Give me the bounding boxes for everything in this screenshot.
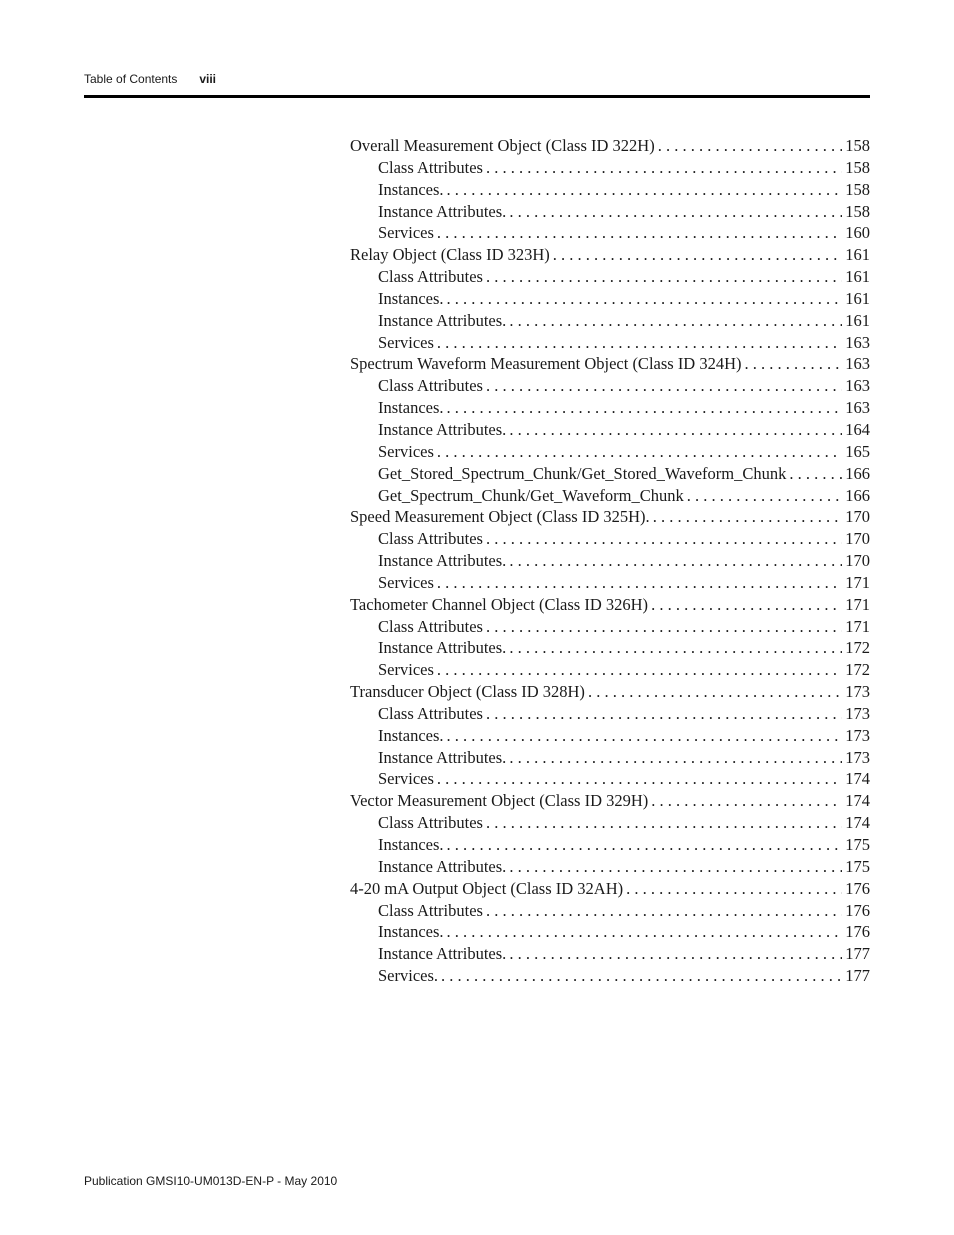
toc-subentry[interactable]	[350, 375, 870, 397]
toc-subentry[interactable]	[350, 637, 870, 659]
toc-entry-title: Instances.	[378, 288, 444, 308]
dot-leader	[509, 747, 842, 769]
toc-subentry[interactable]	[350, 441, 870, 463]
toc-entry-page: 171	[845, 616, 870, 636]
toc-entry-title: Services	[378, 660, 434, 680]
toc-entry[interactable]	[350, 506, 870, 528]
toc-entry-title: Instance Attributes.	[378, 944, 507, 964]
toc-entry-title: Instances.	[378, 179, 444, 199]
toc-subentry[interactable]	[350, 157, 870, 179]
dot-leader	[486, 266, 842, 288]
toc-entry-title: Class Attributes	[378, 267, 483, 287]
toc-entry-page: 165	[845, 441, 870, 461]
toc-entry-page: 171	[845, 594, 870, 614]
dot-leader	[658, 135, 843, 157]
toc-subentry[interactable]	[350, 550, 870, 572]
toc-entry-title: Class Attributes	[378, 616, 483, 636]
dot-leader	[509, 419, 842, 441]
toc-entry[interactable]	[350, 681, 870, 703]
toc-entry-title: Instance Attributes.	[378, 638, 507, 658]
toc-subentry[interactable]	[350, 397, 870, 419]
toc-entry-title: Relay Object (Class ID 323H)	[350, 245, 550, 265]
toc-entry-title: Instances.	[378, 725, 444, 745]
toc-entry-page: 163	[845, 332, 870, 352]
toc-entry-page: 161	[845, 267, 870, 287]
toc-entry-title: Instance Attributes.	[378, 551, 507, 571]
dot-leader	[486, 528, 842, 550]
dot-leader	[651, 594, 842, 616]
dot-leader	[447, 179, 843, 201]
toc-entry-page: 160	[845, 223, 870, 243]
dot-leader	[486, 812, 842, 834]
dot-leader	[447, 288, 843, 310]
toc-entry[interactable]	[350, 135, 870, 157]
dot-leader	[447, 921, 843, 943]
toc-subentry[interactable]	[350, 747, 870, 769]
toc-subentry[interactable]	[350, 266, 870, 288]
toc-entry-page: 163	[845, 376, 870, 396]
toc-entry-title: Class Attributes	[378, 900, 483, 920]
toc-entry-title: 4-20 mA Output Object (Class ID 32AH)	[350, 878, 624, 898]
toc-entry-title: Spectrum Waveform Measurement Object (Class ID 324H)	[350, 354, 742, 374]
toc-entry-page: 173	[845, 747, 870, 767]
toc-entry-title: Class Attributes	[378, 703, 483, 723]
toc-entry-page: 176	[845, 922, 870, 942]
toc-entry-page: 172	[845, 660, 870, 680]
dot-leader	[653, 506, 843, 528]
toc-subentry[interactable]	[350, 332, 870, 354]
toc-entry-title: Instances.	[378, 835, 444, 854]
header-page-number: viii	[199, 72, 217, 86]
toc-subentry[interactable]	[350, 768, 870, 790]
toc-subentry[interactable]	[350, 572, 870, 594]
toc-entry-title: Vector Measurement Object (Class ID 329H)	[350, 791, 649, 811]
toc-entry-title: Instance Attributes.	[378, 747, 507, 767]
toc-subentry[interactable]	[350, 288, 870, 310]
toc-subentry[interactable]	[350, 834, 870, 856]
toc-entry-page: 173	[845, 703, 870, 723]
dot-leader	[687, 485, 843, 507]
dot-leader	[745, 353, 843, 375]
toc-subentry[interactable]	[350, 921, 870, 943]
toc-entry-title: Instance Attributes.	[378, 201, 507, 221]
toc-entry[interactable]	[350, 594, 870, 616]
toc-entry-title: Class Attributes	[378, 813, 483, 833]
toc-entry-page: 176	[845, 900, 870, 920]
dot-leader	[447, 725, 843, 747]
dot-leader	[486, 900, 842, 922]
toc-entry-page: 177	[845, 966, 870, 986]
page-footer	[84, 1174, 337, 1188]
dot-leader	[486, 616, 842, 638]
dot-leader	[553, 244, 842, 266]
toc-subentry[interactable]	[350, 703, 870, 725]
toc-entry-page: 170	[845, 551, 870, 571]
toc-entry-title: Instances.	[378, 922, 444, 942]
dot-leader	[437, 768, 842, 790]
toc-subentry[interactable]	[350, 659, 870, 681]
toc-subentry[interactable]	[350, 856, 870, 878]
toc-entry-page: 158	[845, 157, 870, 177]
toc-subentry[interactable]	[350, 310, 870, 332]
dot-leader	[509, 856, 842, 878]
toc-entry-title: Services	[378, 441, 434, 461]
toc-entry-page: 173	[845, 725, 870, 745]
toc-entry-page: 174	[845, 813, 870, 833]
dot-leader	[626, 878, 842, 900]
toc-subentry[interactable]	[350, 812, 870, 834]
toc-entry-title: Tachometer Channel Object (Class ID 326H)	[350, 594, 649, 614]
dot-leader	[509, 637, 842, 659]
toc-entry[interactable]	[350, 244, 870, 266]
toc-entry-page: 163	[845, 354, 870, 374]
toc-entry-page: 175	[845, 856, 870, 876]
toc-entry-page: 175	[845, 835, 870, 854]
toc-subentry[interactable]	[350, 222, 870, 244]
toc-subentry[interactable]	[350, 528, 870, 550]
toc-entry-title: Instance Attributes.	[378, 419, 507, 439]
header-section-title: Table of Contents	[84, 72, 178, 86]
toc-subentry[interactable]	[350, 419, 870, 441]
toc-entry-title: Class Attributes	[378, 529, 483, 549]
toc-entry-page: 173	[845, 682, 870, 702]
dot-leader	[509, 943, 842, 965]
dot-leader	[789, 463, 842, 485]
toc-entry-page: 172	[845, 638, 870, 658]
toc-subentry[interactable]	[350, 616, 870, 638]
toc-entry-title: Instance Attributes.	[378, 310, 507, 330]
toc-entry-title: Instance Attributes.	[378, 856, 507, 876]
toc-entry-page: 174	[845, 791, 870, 811]
toc-entry-page: 174	[845, 769, 870, 789]
toc-entry-title: Services	[378, 223, 434, 243]
toc-entry-page: 166	[845, 485, 870, 505]
toc-subentry[interactable]	[350, 179, 870, 201]
toc-subentry[interactable]	[350, 725, 870, 747]
dot-leader	[509, 201, 842, 223]
toc-subentry[interactable]	[350, 201, 870, 223]
toc-entry-title: Class Attributes	[378, 157, 483, 177]
toc-subentry[interactable]	[350, 900, 870, 922]
dot-leader	[441, 965, 842, 987]
toc-entry-page: 161	[845, 288, 870, 308]
toc-entry-page: 158	[845, 201, 870, 221]
toc-entry[interactable]	[350, 878, 870, 900]
dot-leader	[447, 834, 843, 856]
dot-leader	[437, 572, 842, 594]
dot-leader	[486, 157, 842, 179]
page-header	[84, 72, 216, 86]
toc-entry-page: 158	[845, 179, 870, 199]
toc-entry[interactable]	[350, 790, 870, 812]
toc-entry-page: 158	[845, 136, 870, 155]
toc-entry-page: 176	[845, 878, 870, 898]
toc-entry-page: 170	[845, 529, 870, 549]
toc-list	[350, 135, 870, 987]
dot-leader	[437, 332, 842, 354]
dot-leader	[509, 550, 842, 572]
toc-entry-title: Transducer Object (Class ID 328H)	[350, 682, 585, 702]
toc-entry-page: 164	[845, 419, 870, 439]
dot-leader	[486, 703, 842, 725]
toc-entry-title: Class Attributes	[378, 376, 483, 396]
toc-entry-page: 170	[845, 507, 870, 527]
toc-subentry[interactable]	[350, 463, 870, 485]
toc-entry-title: Services	[378, 332, 434, 352]
toc-subentry[interactable]	[350, 965, 870, 987]
dot-leader	[437, 659, 842, 681]
publication-info: Publication GMSI10-UM013D-EN-P - May 2010	[84, 1174, 338, 1188]
dot-leader	[437, 222, 842, 244]
dot-leader	[651, 790, 842, 812]
toc-entry-title: Instances.	[378, 398, 444, 418]
toc-entry-page: 163	[845, 398, 870, 418]
toc-entry-page: 166	[845, 463, 870, 483]
toc-entry-title: Speed Measurement Object (Class ID 325H).	[350, 507, 650, 527]
toc-entry[interactable]	[350, 353, 870, 375]
toc-entry-title: Get_Spectrum_Chunk/Get_Waveform_Chunk	[378, 485, 684, 505]
toc-subentry[interactable]	[350, 943, 870, 965]
dot-leader	[437, 441, 842, 463]
header-rule	[84, 95, 870, 98]
toc-entry-page: 177	[845, 944, 870, 964]
dot-leader	[447, 397, 843, 419]
toc-entry-page: 161	[845, 310, 870, 330]
dot-leader	[588, 681, 842, 703]
dot-leader	[486, 375, 842, 397]
toc-subentry[interactable]	[350, 485, 870, 507]
toc-entry-page: 161	[845, 245, 870, 265]
toc-entry-page: 171	[845, 572, 870, 592]
toc-entry-title: Services	[378, 572, 434, 592]
toc-entry-title: Overall Measurement Object (Class ID 322H)	[350, 136, 655, 155]
dot-leader	[509, 310, 842, 332]
toc-entry-title: Services.	[378, 966, 439, 986]
toc-entry-title: Get_Stored_Spectrum_Chunk/Get_Stored_Waveform_Chunk	[378, 463, 787, 483]
toc-entry-title: Services	[378, 769, 434, 789]
